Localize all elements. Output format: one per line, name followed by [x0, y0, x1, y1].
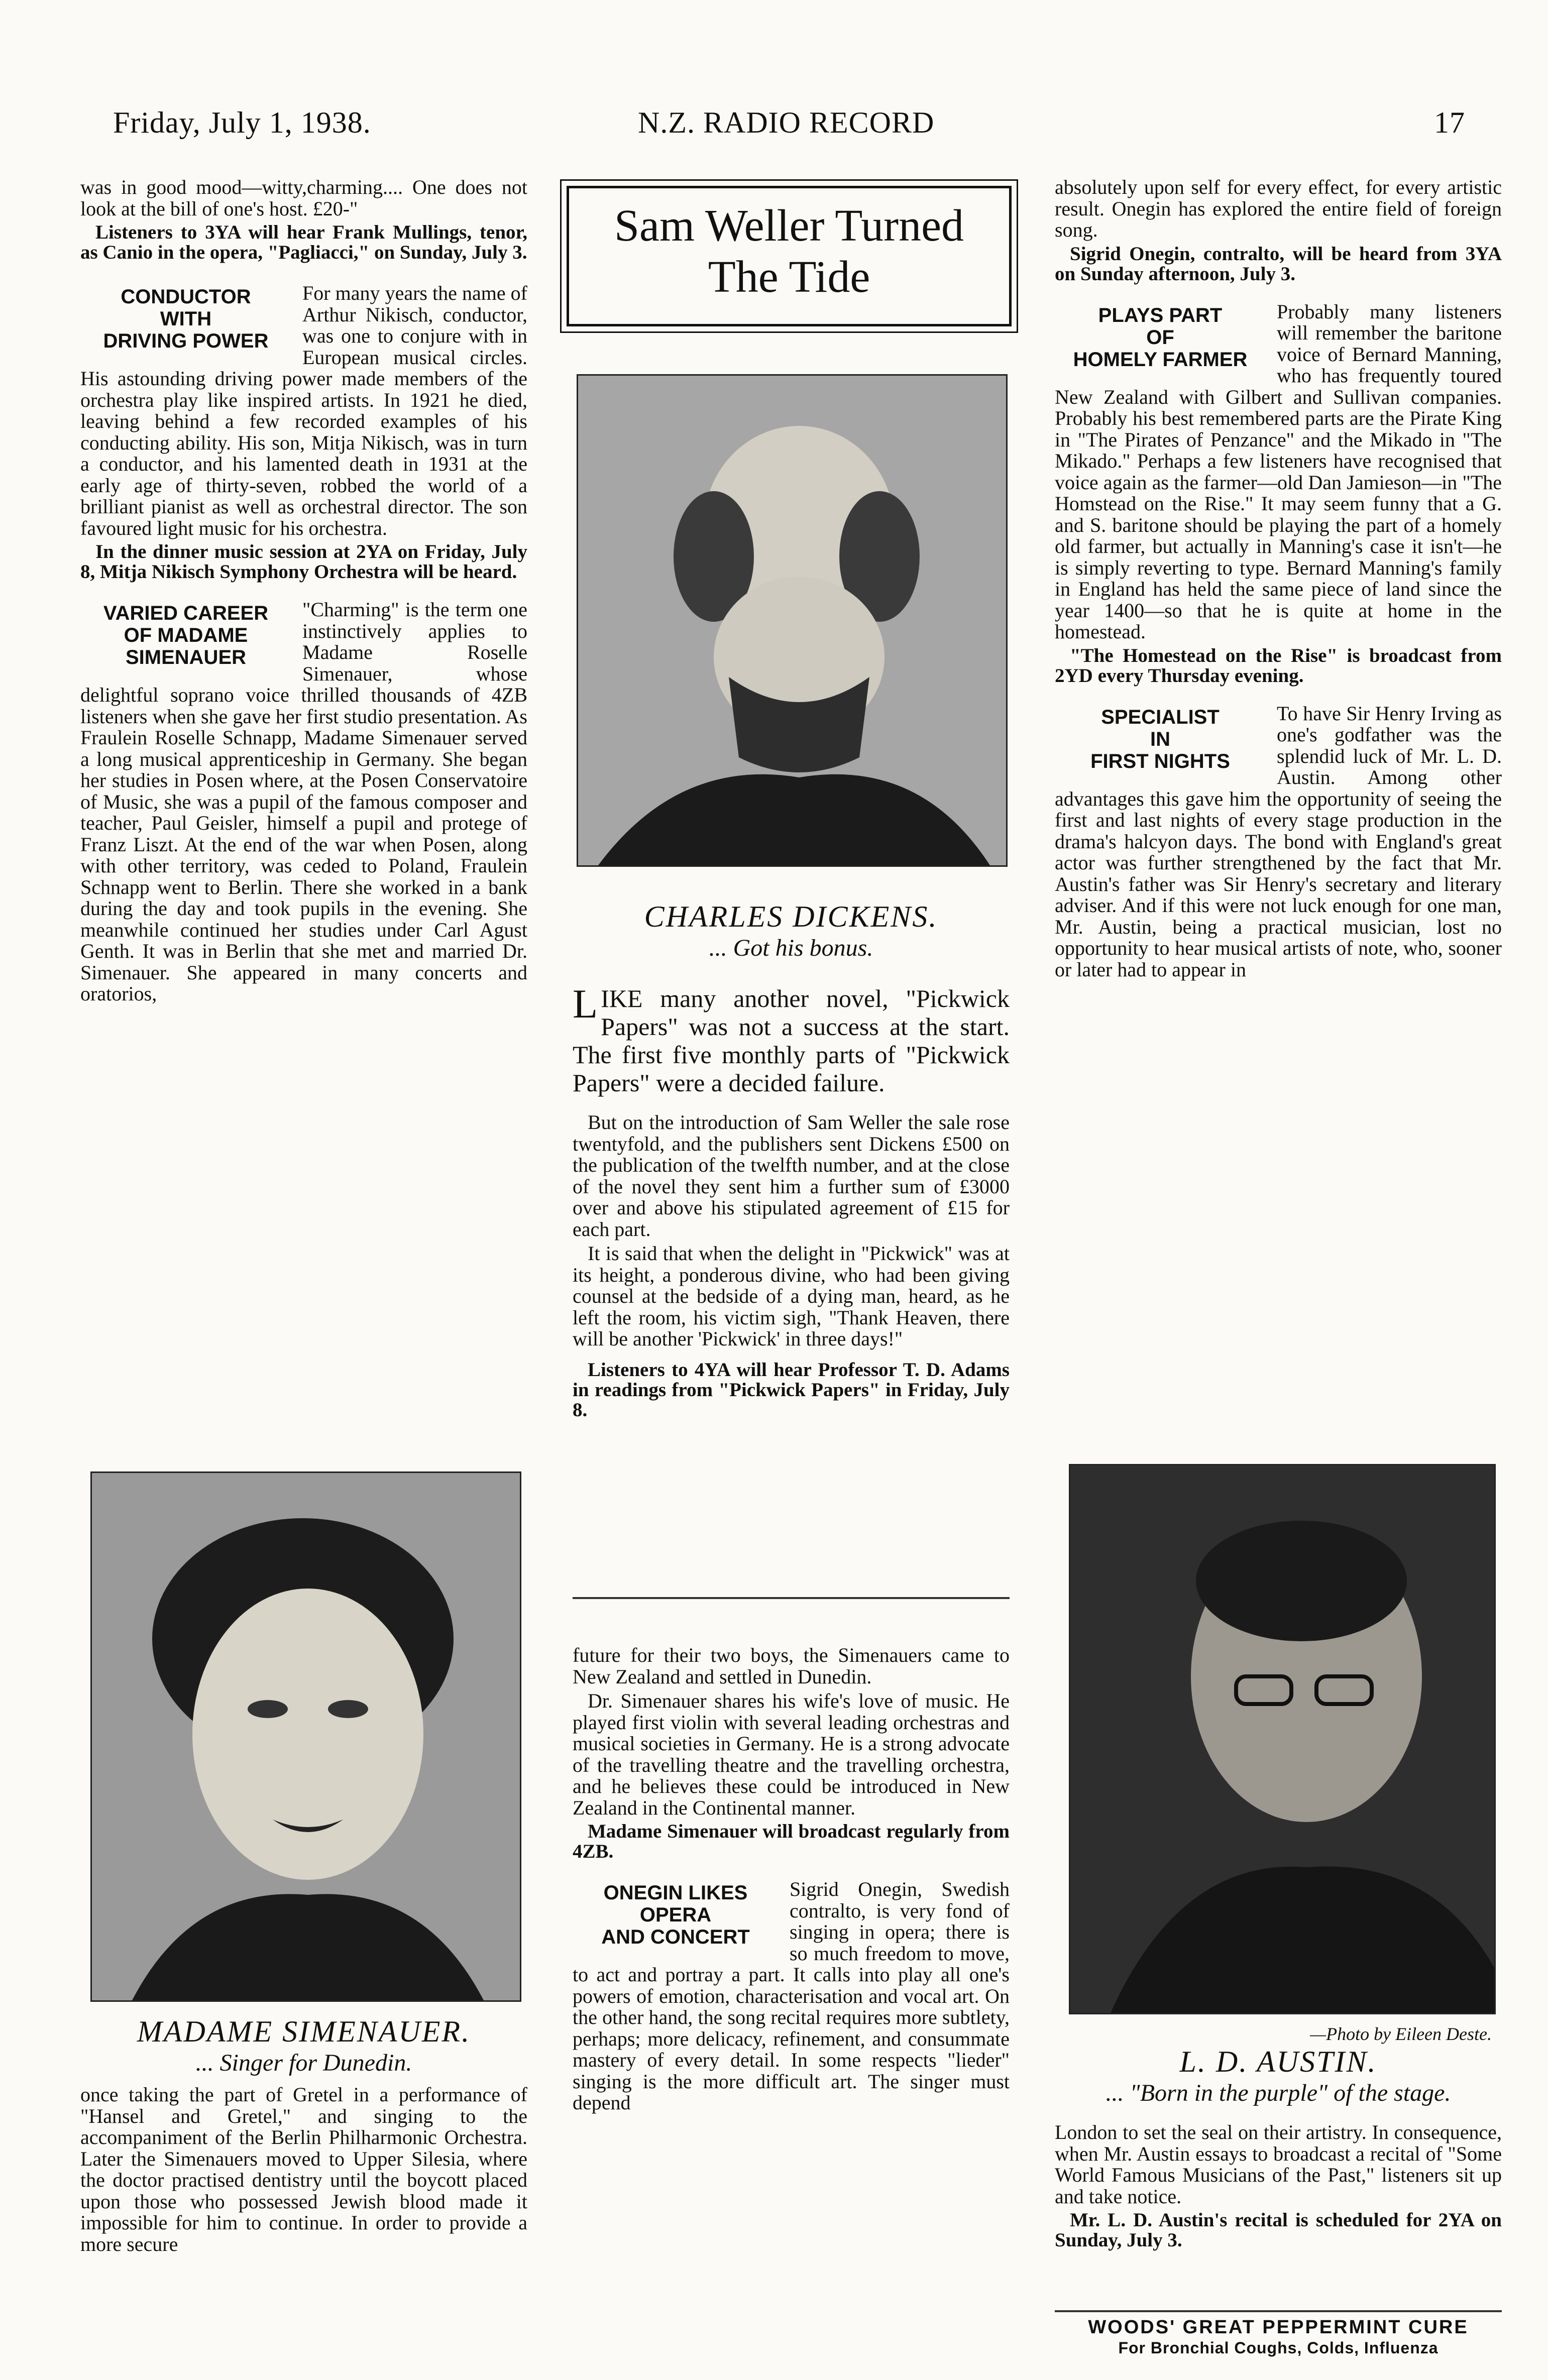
varied-career-section	[80, 599, 527, 1005]
simenauer-cont-2: Dr. Simenauer shares his wife's love of music. He played first violin with several leading orchestras and musical societies in Germany. He is a strong advocate of the travelling theatre and the travelling orchestra, and he believes these could be introduced in New Zealand in the Continental manner.	[573, 1689, 1010, 1819]
manning-heading: PLAYS PART OF HOMELY FARMER	[1073, 304, 1248, 371]
simenauer-continued-text: once taking the part of Gretel in a performance of "Hansel and Gretel," and singing to the accompaniment of the Berlin Philharmonic Orchestra. Later the Simenauers moved to Upper Silesia, where the doctor practised dentistry until the boycott placed upon those who possessed Jewish blood made it impossible for him to continue. In order to provide a more secure	[80, 2083, 527, 2255]
left-intro-text: was in good mood—witty,charming.... One does not look at the bill of one's host. £20-"	[80, 176, 527, 220]
article-title: Sam Weller Turned The Tide	[614, 201, 964, 302]
right-column-bottom	[1055, 2122, 1502, 2253]
simenauer-cont-1: future for their two boys, the Simenauers came to New Zealand and settled in Dunedin.	[573, 1644, 1010, 1688]
listener-note-simenauer: Madame Simenauer will broadcast regularly from 4ZB.	[573, 1821, 1010, 1862]
austin-caption-sub: ... "Born in the purple" of the stage.	[1105, 2080, 1451, 2106]
varied-career-heading: VARIED CAREER OF MADAME SIMENAUER	[103, 602, 269, 668]
conductor-heading: CONDUCTOR WITH DRIVING POWER	[103, 286, 269, 352]
advert-line-1: WOODS' GREAT PEPPERMINT CURE	[1088, 2317, 1469, 2338]
listener-note-onegin: Sigrid Onegin, contralto, will be heard from 3YA on Sunday afternoon, July 3.	[1055, 243, 1502, 285]
running-head	[113, 105, 1469, 141]
article-title-box	[567, 186, 1012, 326]
manning-section	[1055, 301, 1502, 643]
austin-photo	[1069, 1464, 1496, 2014]
manning-text: Probably many listeners will remember the baritone voice of Bernard Manning, who has frequently toured New Zealand with Gilbert and Sullivan companies. Probably his best remembered parts are the Pirate King in "The Pirates of Penzance" and the Mikado in "The Mikado." Perhaps a few listeners have recognised that voice again as the farmer—old Dan Jamieson—in "The Homstead on the Rise." It may seem funny that a G. and S. baritone should be playing the part of a homely old farmer, but actually in Manning's case it isn't—he is simply reverting to type. Bernard Manning's family in England has held the same piece of land since the year 1400—so that he is quite at home in the homestead.	[1055, 300, 1502, 643]
dickens-caption-name: CHARLES DICKENS.	[644, 900, 938, 933]
article-para-2: It is said that when the delight in "Pickwick" was at its height, a ponderous divine, who had been giving counsel at the bedside of a dying man, heard, as he left the room, his victim sigh, "Thank Heaven, there will be another 'Pickwick' in three days!"	[573, 1242, 1010, 1350]
austin-caption	[1055, 2024, 1502, 2107]
listener-note-nikisch: In the dinner music session at 2YA on Friday, July 8, Mitja Nikisch Symphony Orchestra will be heard.	[80, 541, 527, 583]
listener-note-homestead: "The Homestead on the Rise" is broadcast from 2YD every Thursday evening.	[1055, 644, 1502, 687]
drop-cap: L	[573, 981, 598, 1027]
photo-credit: —Photo by Eileen Deste.	[1310, 2024, 1492, 2044]
austin-caption-name: L. D. AUSTIN.	[1179, 2045, 1377, 2078]
left-column-bottom	[80, 2084, 527, 2258]
article-lead-text: IKE many another novel, "Pickwick Papers" was not a success at the start. The first five monthly parts of "Pickwick Papers" were a decided failure.	[573, 984, 1010, 1097]
issue-date: Friday, July 1, 1938.	[113, 106, 371, 139]
onegin-continued-text: absolutely upon self for every effect, for every artistic result. Onegin has explored the entire field of foreign song.	[1055, 176, 1502, 241]
advert-line-2: For Bronchial Coughs, Colds, Influenza	[1118, 2339, 1439, 2357]
portrait-silhouette	[1070, 1465, 1494, 2013]
dickens-photo	[577, 374, 1008, 867]
portrait-silhouette	[578, 376, 1006, 865]
middle-column-bottom	[573, 1645, 1010, 2117]
middle-column-article	[573, 981, 1010, 1423]
dickens-caption	[573, 899, 1010, 962]
publication-title: N.Z. RADIO RECORD	[638, 106, 935, 139]
listener-note-austin: Mr. L. D. Austin's recital is scheduled for 2YA on Sunday, July 3.	[1055, 2209, 1502, 2251]
dickens-caption-sub: ... Got his bonus.	[709, 935, 873, 961]
austin-continued-text: London to set the seal on their artistry. In consequence, when Mr. Austin essays to broadcast a recital of "Some World Famous Musicians of the Past," listeners sit up and take notice.	[1055, 2121, 1502, 2208]
listener-note-mullings: Listeners to 3YA will hear Frank Mullings, tenor, as Canio in the opera, "Pagliacci," on Sunday, July 3.	[80, 221, 527, 263]
middle-divider	[573, 1597, 1010, 1599]
listener-note-adams: Listeners to 4YA will hear Professor T. D. Adams in readings from "Pickwick Papers" in Friday, July 8.	[573, 1358, 1010, 1421]
simenauer-caption	[80, 2014, 527, 2077]
conductor-section	[80, 283, 527, 539]
article-lead	[573, 981, 1010, 1097]
advert-rule	[1055, 2310, 1502, 2312]
simenauer-photo	[90, 1471, 521, 2002]
page-number: 17	[1434, 106, 1465, 139]
left-column-top	[80, 177, 527, 1008]
varied-career-text: "Charming" is the term one instinctively applies to Madame Roselle Simenauer, whose delightful soprano voice thrilled thousands of 4ZB listeners when she gave her first studio presentation. As Fraulein Roselle Schnapp, Madame Simenauer served a long musical apprenticeship in Germany. She began her studies in Posen where, at the Posen Conservatoire of Music, she was a pupil of the famous composer and teacher, Paul Geisler, himself a pupil and protege of Franz Liszt. At the end of the war when Posen, along with other territory, was ceded to Poland, Fraulein Schnapp went to Berlin. There she worked in a bank during the day and took pupils in the evening. She meanwhile continued her studies under Carl Agust Genth. It was in Berlin that she met and married Dr. Simenauer. She appeared in many concerts and oratorios,	[80, 598, 527, 1005]
conductor-text: For many years the name of Arthur Nikisch, conductor, was one to conjure with in European musical circles. His astounding driving power made members of the orchestra play like inspired artists. In 1921 he died, leaving behind a few recorded examples of his conducting ability. His son, Mitja Nikisch, was in turn a conductor, and his lamented death in 1931 at the early age of thirty-seven, robbed the world of a brilliant pianist as well as orchestral director. The son favoured light music for his orchestra.	[80, 282, 527, 539]
austin-text: To have Sir Henry Irving as one's godfather was the splendid luck of Mr. L. D. Austin. Among other advantages this gave him the opportunity of seeing the first and last nights of every stage production in the drama's halcyon days. The bond with England's great actor was further strengthened by the fact that Mr. Austin's father was Sir Henry's secretary and literary adviser. And if this were not luck enough for one man, Mr. Austin, being a practical musician, lost no opportunity to hear musical artists of note, who, sooner or later had to appear in	[1055, 702, 1502, 981]
simenauer-caption-name: MADAME SIMENAUER.	[137, 2015, 471, 2048]
right-column-top	[1055, 177, 1502, 983]
portrait-silhouette	[92, 1473, 520, 2000]
simenauer-caption-sub: ... Singer for Dunedin.	[195, 2050, 412, 2076]
austin-section	[1055, 703, 1502, 981]
article-para-1: But on the introduction of Sam Weller the sale rose twentyfold, and the publishers sent Dickens £500 on the publication of the twelfth number, and at the close of the novel they sent him a further sum of £3000 over and above his stipulated agreement of £15 for each part.	[573, 1111, 1010, 1240]
onegin-text: Sigrid Onegin, Swedish contralto, is very fond of singing in opera; there is so much freedom to move, to act and portray a part. It calls into play all one's powers of emotion, characterisation and vocal art. On the other hand, the song recital requires more subtlety, perhaps; more delicacy, refinement, and consummate mastery of every detail. In some respects "lieder" singing is the more difficult art. The singer must depend	[573, 1878, 1010, 2114]
onegin-heading: ONEGIN LIKES OPERA AND CONCERT	[601, 1882, 750, 1948]
onegin-section	[573, 1879, 1010, 2114]
peppermint-cure-advert	[1055, 2316, 1502, 2357]
austin-heading: SPECIALIST IN FIRST NIGHTS	[1090, 706, 1230, 772]
